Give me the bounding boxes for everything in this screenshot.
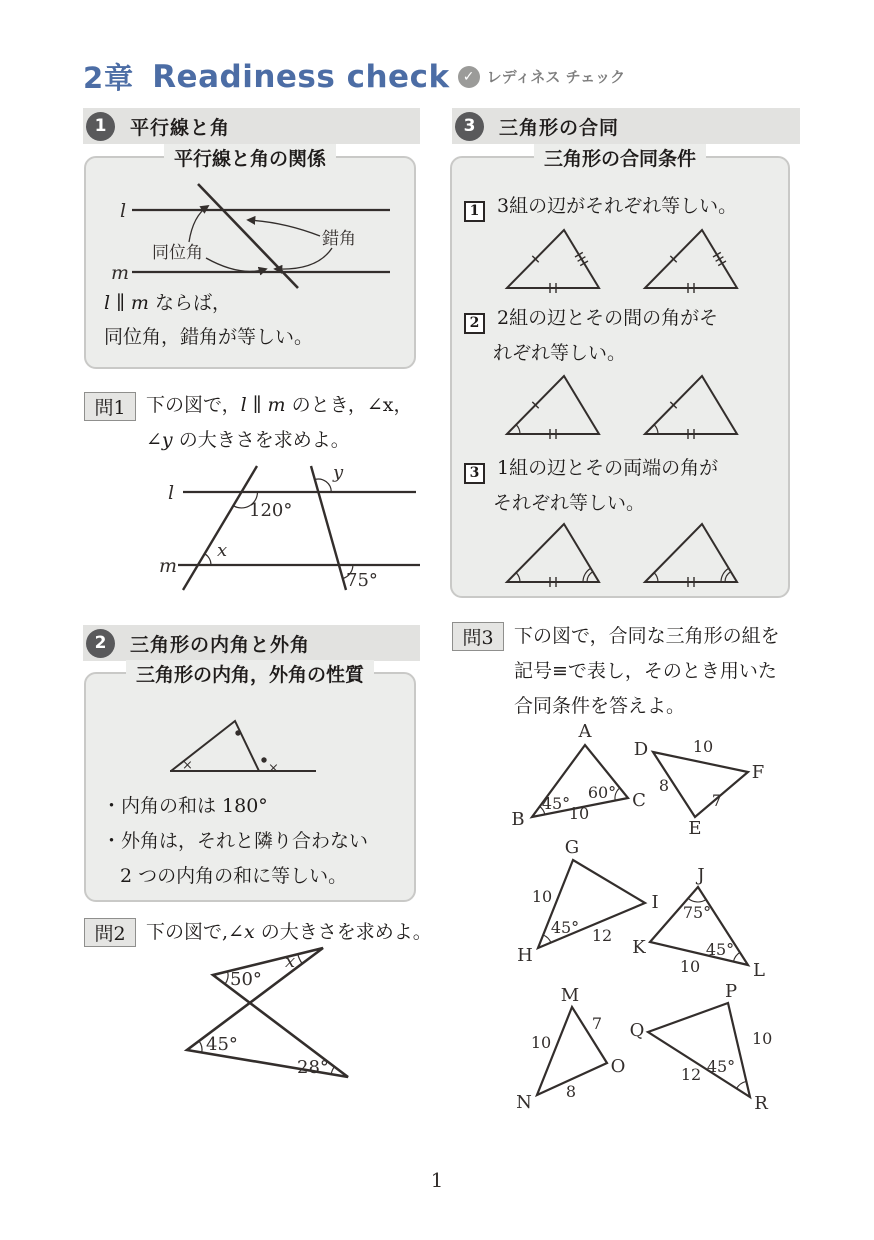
section2-badge: 2 xyxy=(86,629,115,658)
box-triangle-angles xyxy=(84,664,416,902)
q1-arc-x xyxy=(205,554,211,565)
mark-cross-exterior: × xyxy=(268,761,279,776)
side-BC-10: 10 xyxy=(568,804,590,823)
box2-title: 三角形の内角，外角の性質 xyxy=(126,660,374,687)
vertex-L: L xyxy=(753,960,765,981)
condition1-triangles xyxy=(477,224,767,296)
condition3-triangle-left xyxy=(507,524,599,587)
q3-text xyxy=(514,619,780,724)
vertex-O: O xyxy=(610,1056,626,1077)
condition1-triangle-right xyxy=(645,230,737,293)
q1-label-x: x xyxy=(217,540,228,561)
q1-t2b: の大きさを求めよ。 xyxy=(172,429,350,451)
section2-title: 三角形の内角と外角 xyxy=(130,633,311,656)
q1-label-l: l xyxy=(168,482,175,504)
condition2-triangle-right xyxy=(645,376,737,439)
q1-diagram xyxy=(83,448,423,600)
q2-t3: の大きさを求めよ。 xyxy=(254,921,432,943)
label-corresponding-angle: 同位角 xyxy=(152,243,203,263)
box1-text-line1 xyxy=(104,286,231,321)
vertex-N: N xyxy=(516,1092,532,1113)
q1-label-m: m xyxy=(159,555,178,577)
q1-t1c: のとき，∠x， xyxy=(285,394,413,416)
angle-R-45: 45° xyxy=(706,1057,736,1076)
section3-title: 三角形の合同 xyxy=(499,116,620,139)
q3-diagram xyxy=(455,722,800,1122)
q2-t1: 下の図で, xyxy=(146,921,229,943)
q1-t1b: l ∥ m xyxy=(240,394,286,416)
box3-title: 三角形の合同条件 xyxy=(534,144,706,171)
q1-label-120: 120° xyxy=(249,500,293,521)
vertex-G: G xyxy=(564,837,580,858)
arrow-alternate-bottom xyxy=(275,248,332,269)
condition3-triangles xyxy=(477,518,767,590)
label-l: l xyxy=(120,200,127,222)
side-KL-10: 10 xyxy=(679,957,701,976)
q2-arc-50 xyxy=(225,971,228,984)
q2-t2: ∠x xyxy=(228,921,255,943)
condition1-triangle-left xyxy=(507,230,599,293)
triangle-abc xyxy=(511,721,649,830)
angle-H-45: 45° xyxy=(550,918,580,937)
triangle-angles-diagram xyxy=(96,694,406,779)
q3-t3: 合同条件を答えよ。 xyxy=(514,695,686,717)
section1-badge: 1 xyxy=(86,112,115,141)
condition2-triangle-left xyxy=(507,376,599,439)
side-NO-8: 8 xyxy=(565,1082,577,1101)
box-congruence-conditions xyxy=(450,148,790,598)
page-subtitle: レディネス チェック xyxy=(486,68,626,86)
condition2-triangles xyxy=(477,370,767,442)
box1-math: l ∥ m xyxy=(104,292,149,314)
vertex-C: C xyxy=(632,790,646,811)
triangle-jkl xyxy=(632,865,765,981)
vertex-R: R xyxy=(754,1093,768,1114)
section1-title: 平行線と角 xyxy=(130,116,231,139)
section3-badge: 3 xyxy=(455,112,484,141)
condition1-number: 1 xyxy=(464,201,485,222)
box-parallel-lines xyxy=(84,148,416,369)
side-MO-7: 7 xyxy=(591,1014,603,1033)
section3-header xyxy=(452,108,800,144)
page-header xyxy=(83,56,625,97)
side-QR-12: 12 xyxy=(680,1065,702,1084)
mark-cross-left: × xyxy=(182,758,193,773)
q3-t2: 記号≡で表し，そのとき用いた xyxy=(514,660,777,682)
arrow-alternate-top xyxy=(248,220,320,236)
side-MN-10: 10 xyxy=(530,1033,552,1052)
condition3-number: 3 xyxy=(464,463,485,484)
condition1-text xyxy=(464,191,737,222)
condition3-line1: 1組の辺とその両端の角が xyxy=(497,457,719,479)
arrow-corresponding-bottom xyxy=(206,258,266,271)
q2-arc-x xyxy=(298,954,302,963)
condition2-text xyxy=(464,303,718,334)
side-PR-10: 10 xyxy=(752,1029,773,1048)
section2-header xyxy=(83,625,420,661)
box2-bullet2-line1: ・外角は，それと隣り合わない xyxy=(102,830,369,852)
vertex-E: E xyxy=(688,818,702,839)
box2-bullet1: ・内角の和は 180° xyxy=(102,795,268,817)
condition2-number: 2 xyxy=(464,313,485,334)
page-number: 1 xyxy=(430,1168,444,1192)
q3-t1: 下の図で，合同な三角形の組を xyxy=(514,625,780,647)
vertex-M: M xyxy=(560,985,580,1006)
vertex-P: P xyxy=(724,981,738,1002)
q1-transversal-left xyxy=(183,466,257,590)
angle-L-45: 45° xyxy=(705,940,735,959)
vertex-K: K xyxy=(632,937,646,958)
box2-bullet2-line2: 2 つの内角の和に等しい。 xyxy=(120,865,348,887)
box1-text1: ならば， xyxy=(148,292,231,314)
side-DF-10: 10 xyxy=(692,737,714,756)
side-EF-7: 7 xyxy=(711,791,723,810)
angle-C-60: 60° xyxy=(587,783,617,802)
condition3-text xyxy=(464,453,718,484)
triangle-pqr xyxy=(630,981,773,1114)
q1-label-75: 75° xyxy=(346,570,378,591)
q2-label-28: 28° xyxy=(297,1057,329,1078)
q2-label-x: x xyxy=(285,951,296,972)
side-GH-10: 10 xyxy=(531,887,553,906)
chapter-number: 2章 xyxy=(83,61,135,95)
condition1-line1: 3組の辺がそれぞれ等しい。 xyxy=(497,195,738,217)
vertex-I: I xyxy=(651,892,659,913)
box1-title: 平行線と角の関係 xyxy=(164,144,336,171)
parallel-lines-diagram xyxy=(94,180,406,290)
condition3-text2: それぞれ等しい。 xyxy=(493,492,646,514)
page-title: Readiness check xyxy=(152,58,450,95)
vertex-D: D xyxy=(633,739,649,760)
vertex-A: A xyxy=(578,721,592,742)
mark-dot-apex xyxy=(235,730,240,735)
vertex-Q: Q xyxy=(629,1020,645,1041)
side-HI-12: 12 xyxy=(591,926,613,945)
vertex-J: J xyxy=(697,865,705,886)
box1-text-line2: 同位角，錯角が等しい。 xyxy=(104,326,314,348)
q3-label: 問3 xyxy=(452,622,504,651)
q2-diagram xyxy=(160,935,385,1090)
vertex-F: F xyxy=(751,762,765,783)
section1-header xyxy=(83,108,420,144)
q2-arc-28 xyxy=(331,1067,334,1075)
vertex-H: H xyxy=(517,945,533,966)
q2-label-50: 50° xyxy=(230,969,262,990)
q1-label-y: y xyxy=(333,462,344,483)
vertex-B: B xyxy=(511,809,525,830)
angle-B-45: 45° xyxy=(541,794,571,813)
condition3-triangle-right xyxy=(645,524,737,587)
label-m: m xyxy=(111,262,130,284)
q1-t2a: ∠y xyxy=(146,429,173,451)
q1-t1a: 下の図で， xyxy=(146,394,241,416)
q2-label: 問2 xyxy=(84,918,136,947)
q1-label: 問1 xyxy=(84,392,136,421)
triangle-def xyxy=(634,737,764,839)
arrow-corresponding-top xyxy=(189,206,208,242)
q2-label-45: 45° xyxy=(206,1034,238,1055)
condition2-line1: 2組の辺とその間の角がそ xyxy=(497,307,719,329)
mark-dot-exterior xyxy=(261,757,266,762)
label-alternate-angle: 錯角 xyxy=(322,229,356,249)
condition2-text2: れぞれ等しい。 xyxy=(493,342,627,364)
triangle-mno xyxy=(516,985,625,1113)
angle-J-75: 75° xyxy=(682,903,712,922)
side-DE-8: 8 xyxy=(658,776,670,795)
check-icon: ✓ xyxy=(458,66,480,88)
